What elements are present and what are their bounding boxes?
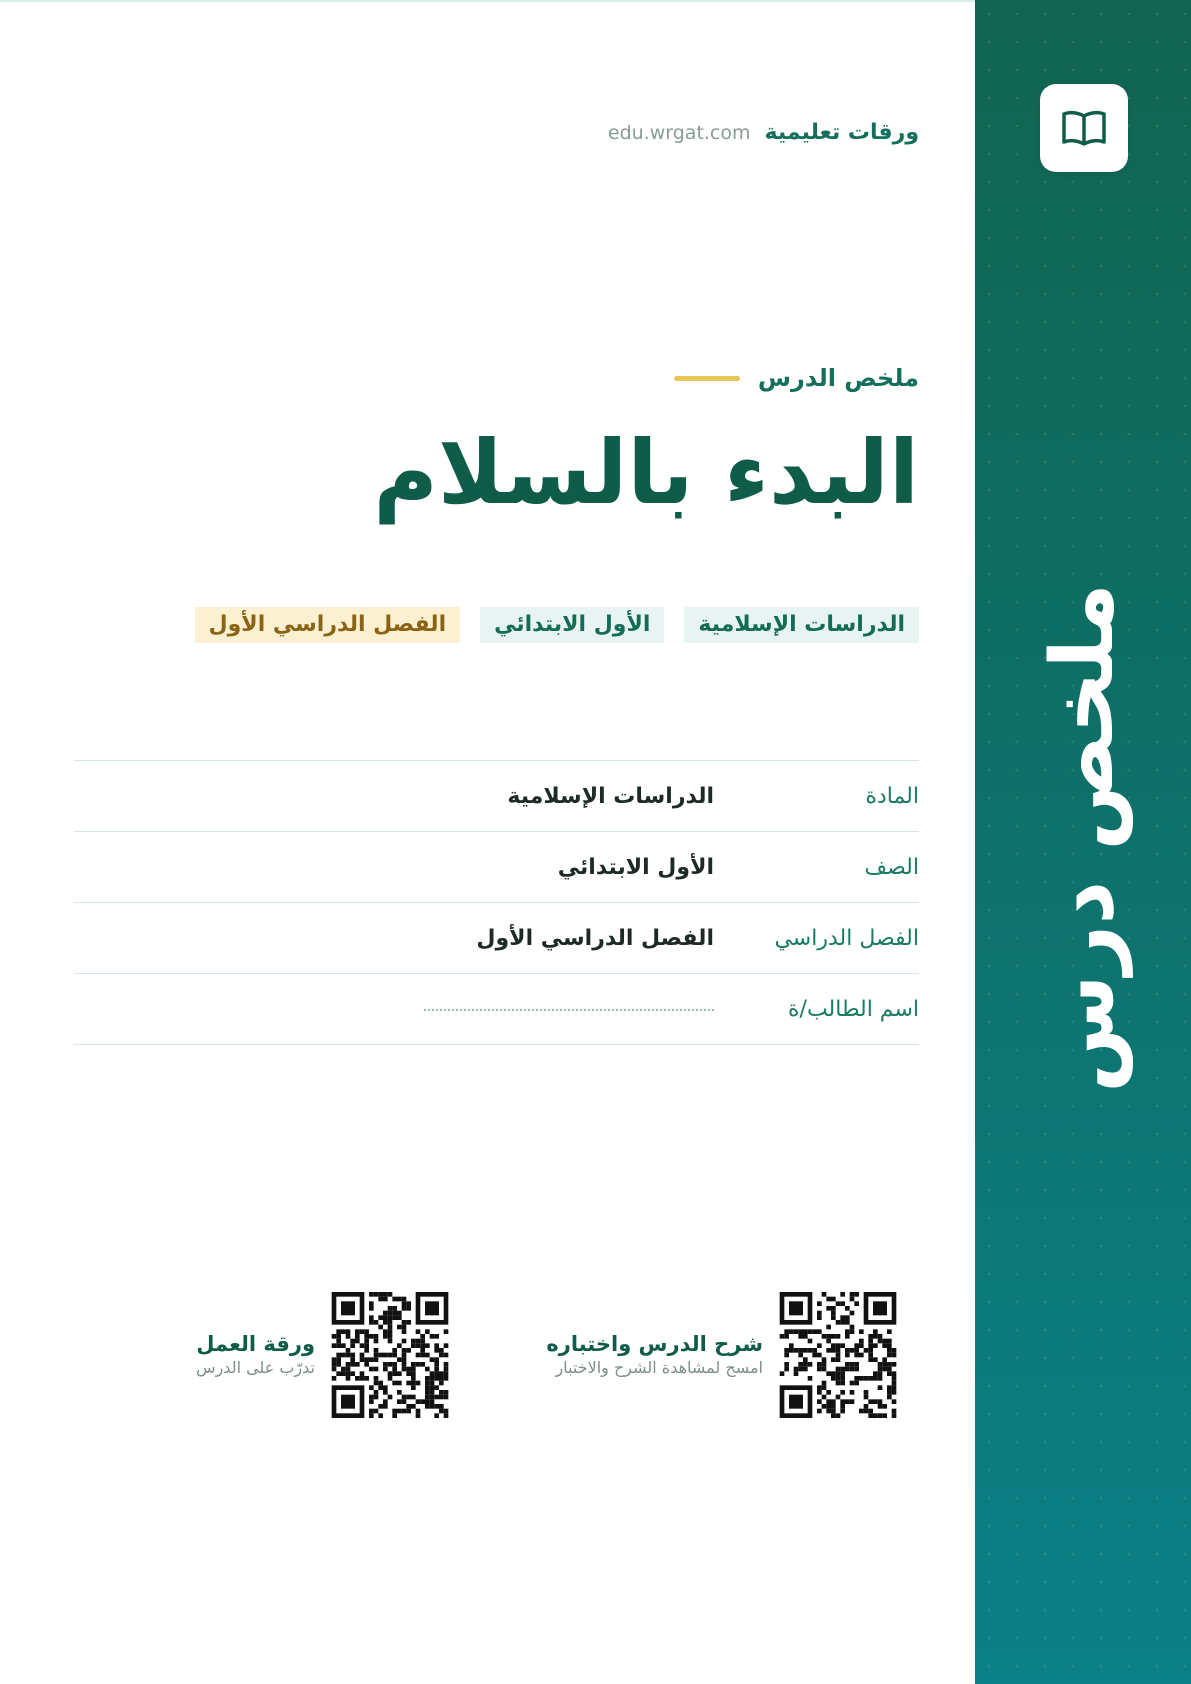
- qr-block-lesson[interactable]: [546, 1292, 897, 1418]
- qr-title: ورقة العمل: [196, 1332, 315, 1357]
- brand-name: ورقات تعليمية: [764, 120, 919, 145]
- side-band: [975, 0, 1191, 1684]
- qr-subtitle: امسح لمشاهدة الشرح والاختبار: [555, 1357, 763, 1377]
- tag-semester: الفصل الدراسي الأول: [195, 607, 461, 643]
- info-row-subject: [74, 761, 919, 832]
- qr-code-icon[interactable]: [331, 1292, 449, 1418]
- lesson-title: البدء بالسلام: [373, 421, 919, 524]
- top-divider: [0, 0, 975, 2]
- info-label: الفصل الدراسي: [774, 925, 919, 951]
- qr-block-worksheet[interactable]: [196, 1292, 449, 1418]
- eyebrow: [674, 364, 919, 392]
- info-row-grade: [74, 832, 919, 903]
- dotted-fill-line: [424, 1009, 714, 1011]
- tag-subject: الدراسات الإسلامية: [684, 607, 919, 643]
- tag-list: [195, 607, 919, 643]
- qr-text: [546, 1331, 763, 1378]
- info-value: الأول الابتدائي: [557, 854, 714, 880]
- tag-grade: الأول الابتدائي: [480, 607, 664, 643]
- qr-code-icon[interactable]: [779, 1292, 897, 1418]
- brand-url[interactable]: edu.wrgat.com: [607, 122, 751, 144]
- qr-subtitle: تدرّب على الدرس: [196, 1357, 315, 1377]
- info-row-semester: [74, 903, 919, 974]
- vertical-title: ملخص درس: [1033, 583, 1133, 1093]
- eyebrow-text: ملخص الدرس: [757, 364, 919, 392]
- info-table: [74, 760, 919, 1045]
- info-label: المادة: [865, 783, 919, 809]
- info-value: الدراسات الإسلامية: [507, 783, 714, 809]
- eyebrow-accent-bar: [674, 376, 740, 381]
- info-value: الفصل الدراسي الأول: [476, 925, 714, 951]
- qr-title: شرح الدرس واختباره: [546, 1332, 763, 1357]
- info-label: اسم الطالب/ة: [788, 996, 919, 1022]
- brand-header: [608, 120, 919, 145]
- info-label: الصف: [864, 854, 919, 880]
- qr-text: [196, 1331, 315, 1378]
- info-row-student-name: [74, 974, 919, 1045]
- student-name-field[interactable]: [74, 997, 714, 1022]
